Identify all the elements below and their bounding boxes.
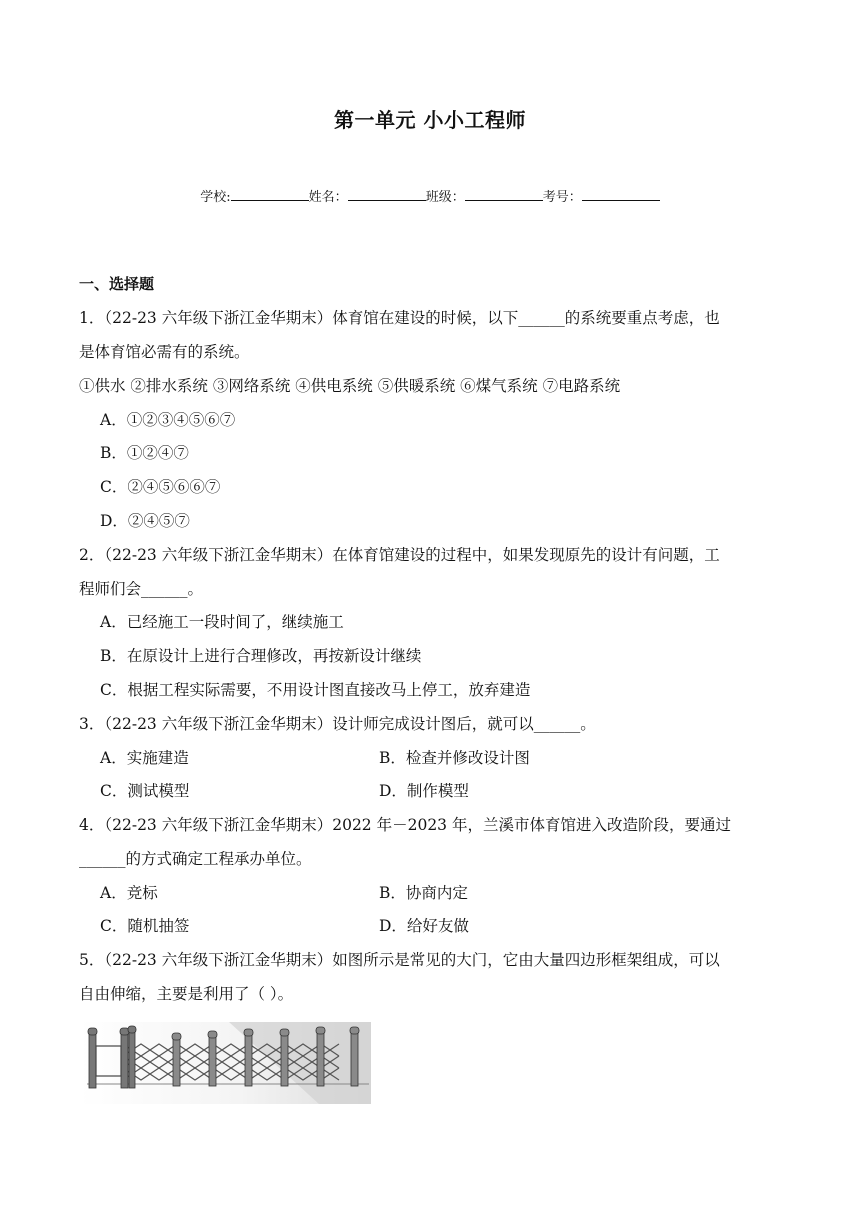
q5-stem-line1: 5．（22-23 六年级下浙江金华期末）如图所示是常见的大门，它由大量四边形框架组成，可以	[79, 951, 720, 969]
q2-option-c: C．根据工程实际需要，不用设计图直接改马上停工，放弃建造	[100, 681, 531, 699]
q2-option-a: A．已经施工一段时间了，继续施工	[100, 613, 344, 631]
q2-stem-line1: 2．（22-23 六年级下浙江金华期末）在体育馆建设的过程中，如果发现原先的设计有问题，工	[79, 546, 720, 564]
page-title: 第一单元 小小工程师	[334, 108, 526, 132]
exam-number-label: 考号：	[542, 190, 582, 205]
exam-number-blank	[582, 188, 660, 201]
q1-option-a: A．①②③④⑤⑥⑦	[100, 411, 236, 429]
class-label: 班级：	[425, 190, 465, 205]
q1-option-c: C．②④⑤⑥⑥⑦	[100, 478, 221, 496]
q1-stem-line1: 1．（22-23 六年级下浙江金华期末）体育馆在建设的时候，以下______的系统要重点考虑，也	[79, 309, 720, 327]
q1-stem-line3: ①供水 ②排水系统 ③网络系统 ④供电系统 ⑤供暖系统 ⑥煤气系统 ⑦电路系统	[79, 377, 621, 395]
q3-option-b: B．检查并修改设计图	[379, 749, 530, 767]
q4-stem-line1: 4．（22-23 六年级下浙江金华期末）2022 年－2023 年，兰溪市体育馆进入改造阶段，要通过	[79, 816, 731, 834]
q4-stem-line2: ______的方式确定工程承办单位。	[79, 850, 312, 868]
q3-option-a: A．实施建造	[100, 749, 189, 767]
q1-stem-line2: 是体育馆必需有的系统。	[79, 343, 250, 361]
q4-option-c: C．随机抽签	[100, 917, 190, 935]
q4-option-d: D．给好友做	[379, 917, 469, 935]
q2-option-b: B．在原设计上进行合理修改，再按新设计继续	[100, 647, 422, 665]
q3-stem-line1: 3．（22-23 六年级下浙江金华期末）设计师完成设计图后，就可以______。	[79, 715, 596, 733]
q4-option-a: A．竞标	[100, 884, 158, 902]
q3-option-d: D．制作模型	[379, 782, 469, 800]
name-label: 姓名：	[308, 190, 348, 205]
school-blank	[231, 188, 309, 201]
q1-option-d: D．②④⑤⑦	[100, 512, 190, 530]
name-blank	[348, 188, 426, 201]
q5-stem-line2: 自由伸缩，主要是利用了（ ）。	[79, 985, 294, 1003]
q4-option-b: B．协商内定	[379, 884, 468, 902]
q2-stem-line2: 程师们会______。	[79, 580, 204, 598]
section-heading: 一、选择题	[79, 275, 155, 293]
q1-option-b: B．①②④⑦	[100, 444, 189, 462]
class-blank	[465, 188, 543, 201]
school-label: 学校:	[200, 190, 231, 205]
student-info-line	[0, 186, 860, 205]
q3-option-c: C．测试模型	[100, 782, 190, 800]
retractable-gate-image	[79, 1022, 371, 1104]
